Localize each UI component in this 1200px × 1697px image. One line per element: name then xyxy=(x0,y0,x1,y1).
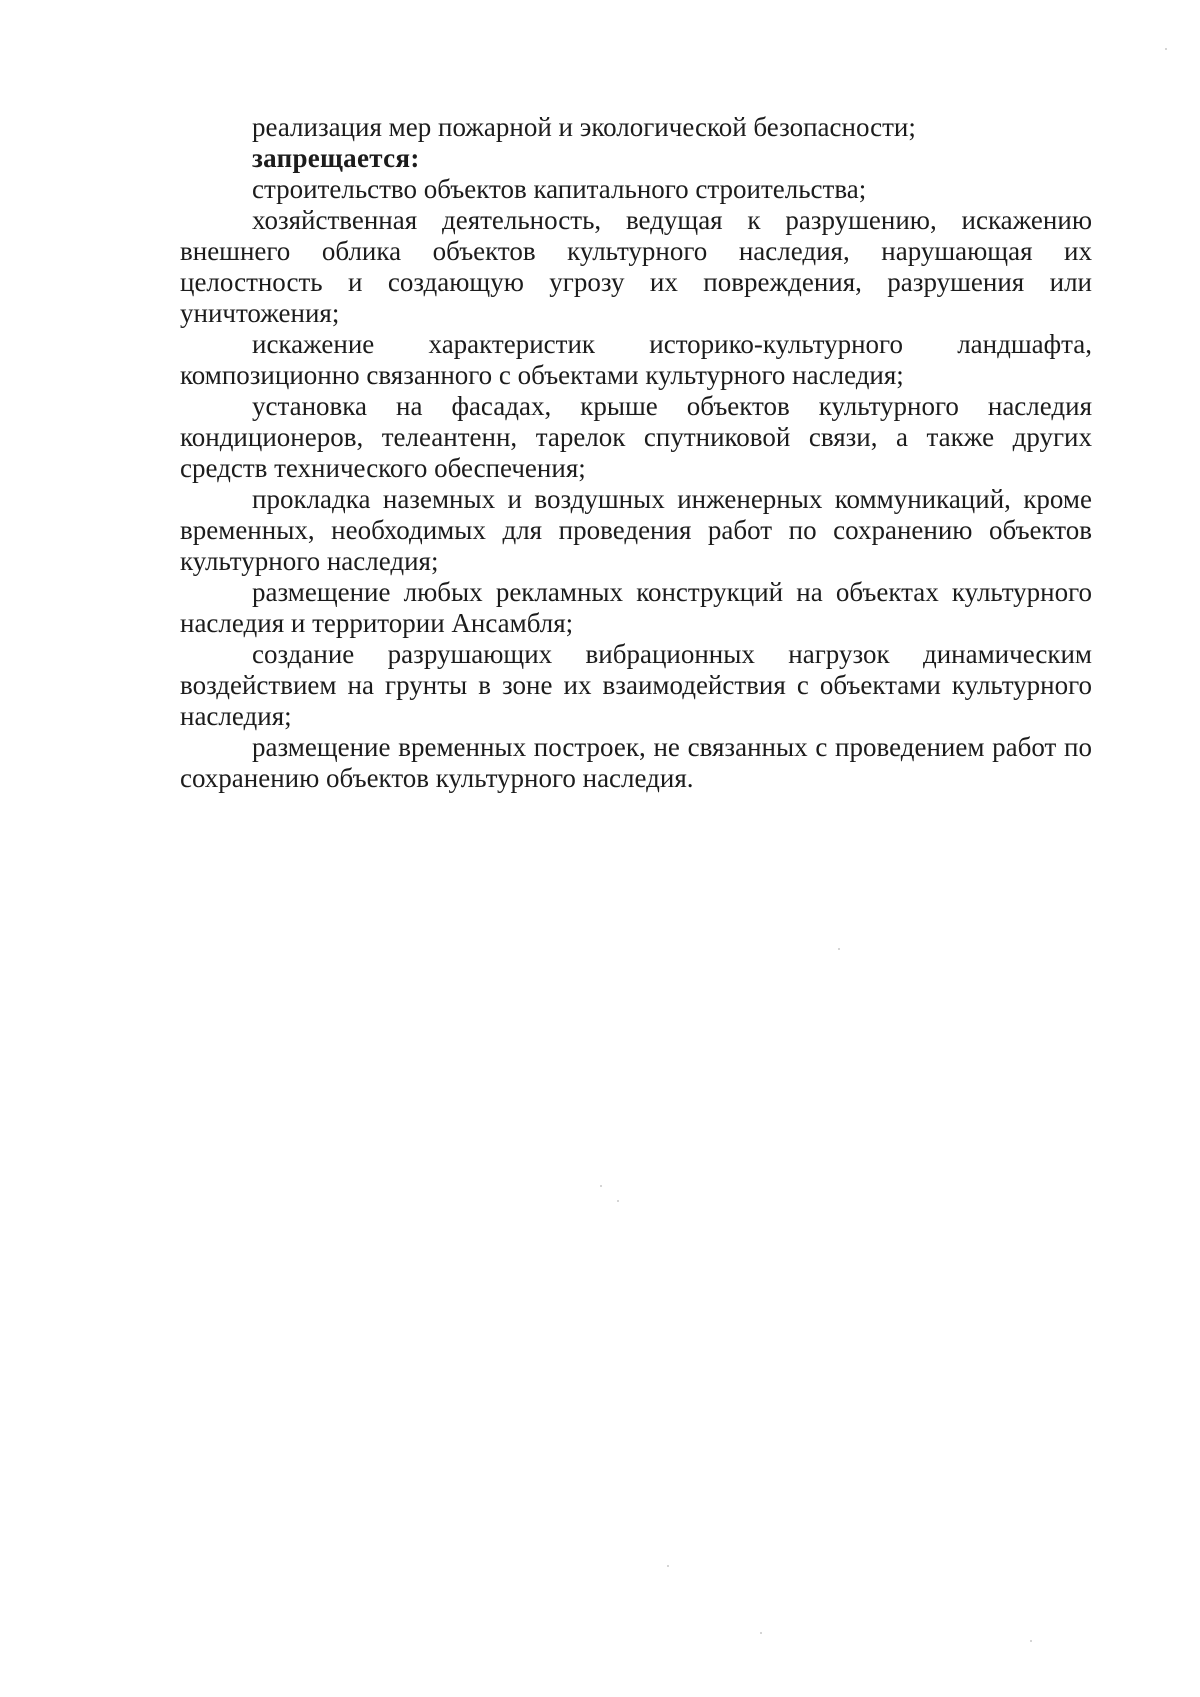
prohibited-heading: запрещается: xyxy=(252,143,420,173)
paragraph-vibration-loads: создание разрушающих вибрационных нагрузок динамическим воздействием на грунты в зоне их взаимодействия с объектами культурного наследия; xyxy=(180,639,1092,731)
scan-speck xyxy=(760,1632,762,1634)
scan-speck xyxy=(838,948,840,950)
paragraph-communications: прокладка наземных и воздушных инженерных коммуникаций, кроме временных, необходимых для проведения работ по сохранению объектов культурного наследия; xyxy=(180,484,1092,576)
paragraph-temporary-buildings: размещение временных построек, не связанных с проведением работ по сохранению объектов культурного наследия. xyxy=(180,732,1092,793)
paragraph-advertising: размещение любых рекламных конструкций на объектах культурного наследия и территории Ансамбля; xyxy=(180,577,1092,638)
scan-speck xyxy=(667,1565,669,1567)
scan-speck xyxy=(600,1185,602,1187)
document-body xyxy=(180,112,1092,794)
paragraph-landscape-distortion: искажение характеристик историко-культурного ландшафта, композиционно связанного с объектами культурного наследия; xyxy=(180,329,1092,390)
paragraph-fire-safety: реализация мер пожарной и экологической безопасности; xyxy=(252,112,916,142)
paragraph-facade-equipment: установка на фасадах, крыше объектов культурного наследия кондиционеров, телеантенн, тарелок спутниковой связи, а также других средств технического обеспечения; xyxy=(180,391,1092,483)
scan-speck xyxy=(1030,1640,1032,1642)
paragraph-capital-construction: строительство объектов капитального строительства; xyxy=(252,174,867,204)
scan-speck xyxy=(1165,48,1167,50)
scan-speck xyxy=(617,1200,619,1202)
paragraph-economic-activity: хозяйственная деятельность, ведущая к разрушению, искажению внешнего облика объектов культурного наследия, нарушающая их целостность и создающую угрозу их повреждения, разрушения или уничтожения; xyxy=(180,205,1092,328)
